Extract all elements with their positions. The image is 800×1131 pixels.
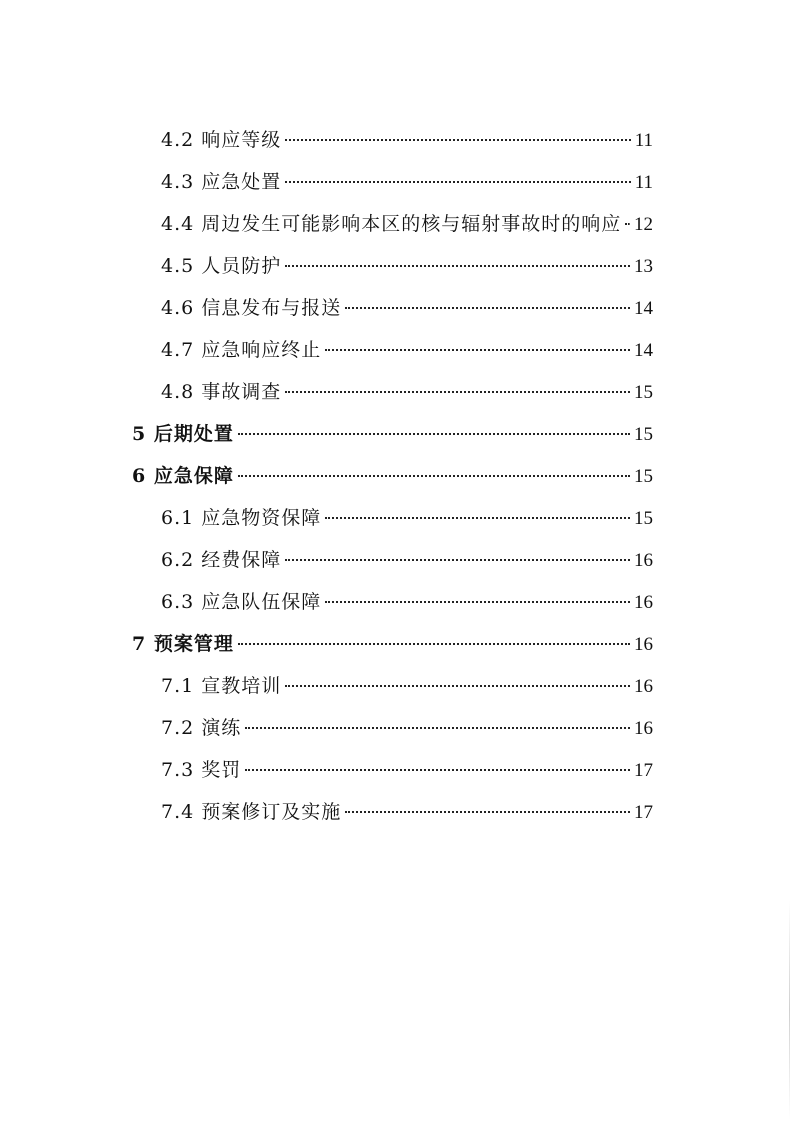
toc-dot-leader [345, 810, 630, 813]
toc-entry-7-2[interactable] [161, 713, 653, 743]
toc-dot-leader [285, 264, 630, 267]
toc-entry-label: 7.2 演练 [161, 717, 242, 739]
toc-entry-7-1[interactable] [161, 671, 653, 701]
toc-page-number: 15 [634, 466, 653, 487]
toc-dot-leader [285, 180, 630, 183]
toc-dot-leader [285, 138, 630, 141]
toc-page-number: 12 [634, 214, 653, 235]
toc-entry-label: 7.1 宣教培训 [161, 675, 282, 697]
toc-entry-label: 4.6 信息发布与报送 [161, 297, 342, 319]
toc-page-number: 16 [634, 718, 653, 739]
toc-entry-label: 6.3 应急队伍保障 [161, 591, 322, 613]
toc-dot-leader [238, 432, 630, 435]
toc-entry-7-3[interactable] [161, 755, 653, 785]
toc-dot-leader [325, 348, 630, 351]
toc-page-number: 11 [634, 130, 653, 151]
toc-entry-4-6[interactable] [161, 293, 653, 323]
toc-page-number: 16 [634, 592, 653, 613]
toc-dot-leader [285, 558, 630, 561]
toc-page-number: 13 [634, 256, 653, 277]
toc-entry-4-4[interactable] [161, 209, 653, 239]
toc-entry-label: 4.2 响应等级 [161, 129, 282, 151]
toc-page-number: 15 [634, 508, 653, 529]
toc-entry-label: 6.1 应急物资保障 [161, 507, 322, 529]
toc-entry-6-3[interactable] [161, 587, 653, 617]
toc-entry-label: 5 后期处置 [132, 423, 234, 445]
toc-dot-leader [345, 306, 630, 309]
toc-page-number: 15 [634, 424, 653, 445]
toc-entry-7-4[interactable] [161, 797, 653, 827]
toc-page-number: 16 [634, 550, 653, 571]
toc-entry-6[interactable] [132, 461, 653, 491]
toc-page-number: 14 [634, 340, 653, 361]
toc-page-number: 16 [634, 634, 653, 655]
toc-entry-label: 7.3 奖罚 [161, 759, 242, 781]
toc-entry-label: 4.3 应急处置 [161, 171, 282, 193]
toc-page-number: 14 [634, 298, 653, 319]
toc-dot-leader [245, 768, 630, 771]
toc-entry-6-2[interactable] [161, 545, 653, 575]
toc-entry-4-8[interactable] [161, 377, 653, 407]
toc-entry-4-2[interactable] [161, 125, 653, 155]
toc-page-number: 11 [634, 172, 653, 193]
toc-entry-6-1[interactable] [161, 503, 653, 533]
toc-entry-label: 4.4 周边发生可能影响本区的核与辐射事故时的响应 [161, 213, 622, 235]
toc-entry-label: 4.7 应急响应终止 [161, 339, 322, 361]
toc-page-number: 16 [634, 676, 653, 697]
toc-page-number: 17 [634, 760, 653, 781]
toc-entry-4-5[interactable] [161, 251, 653, 281]
toc-page-number: 17 [634, 802, 653, 823]
toc-dot-leader [325, 600, 630, 603]
toc-dot-leader [285, 390, 630, 393]
toc-dot-leader [325, 516, 630, 519]
scan-edge-shadow [789, 900, 790, 1120]
toc-entry-label: 6.2 经费保障 [161, 549, 282, 571]
toc-entry-7[interactable] [132, 629, 653, 659]
toc-entry-4-7[interactable] [161, 335, 653, 365]
toc-dot-leader [625, 222, 630, 225]
toc-dot-leader [245, 726, 630, 729]
toc-dot-leader [238, 474, 630, 477]
toc-entry-5[interactable] [132, 419, 653, 449]
toc-entry-label: 4.5 人员防护 [161, 255, 282, 277]
toc-entry-label: 6 应急保障 [132, 465, 234, 487]
toc-dot-leader [238, 642, 630, 645]
toc-page-number: 15 [634, 382, 653, 403]
toc-entry-label: 4.8 事故调查 [161, 381, 282, 403]
toc-entry-label: 7 预案管理 [132, 633, 234, 655]
toc-dot-leader [285, 684, 630, 687]
toc-entry-4-3[interactable] [161, 167, 653, 197]
toc-entry-label: 7.4 预案修订及实施 [161, 801, 342, 823]
